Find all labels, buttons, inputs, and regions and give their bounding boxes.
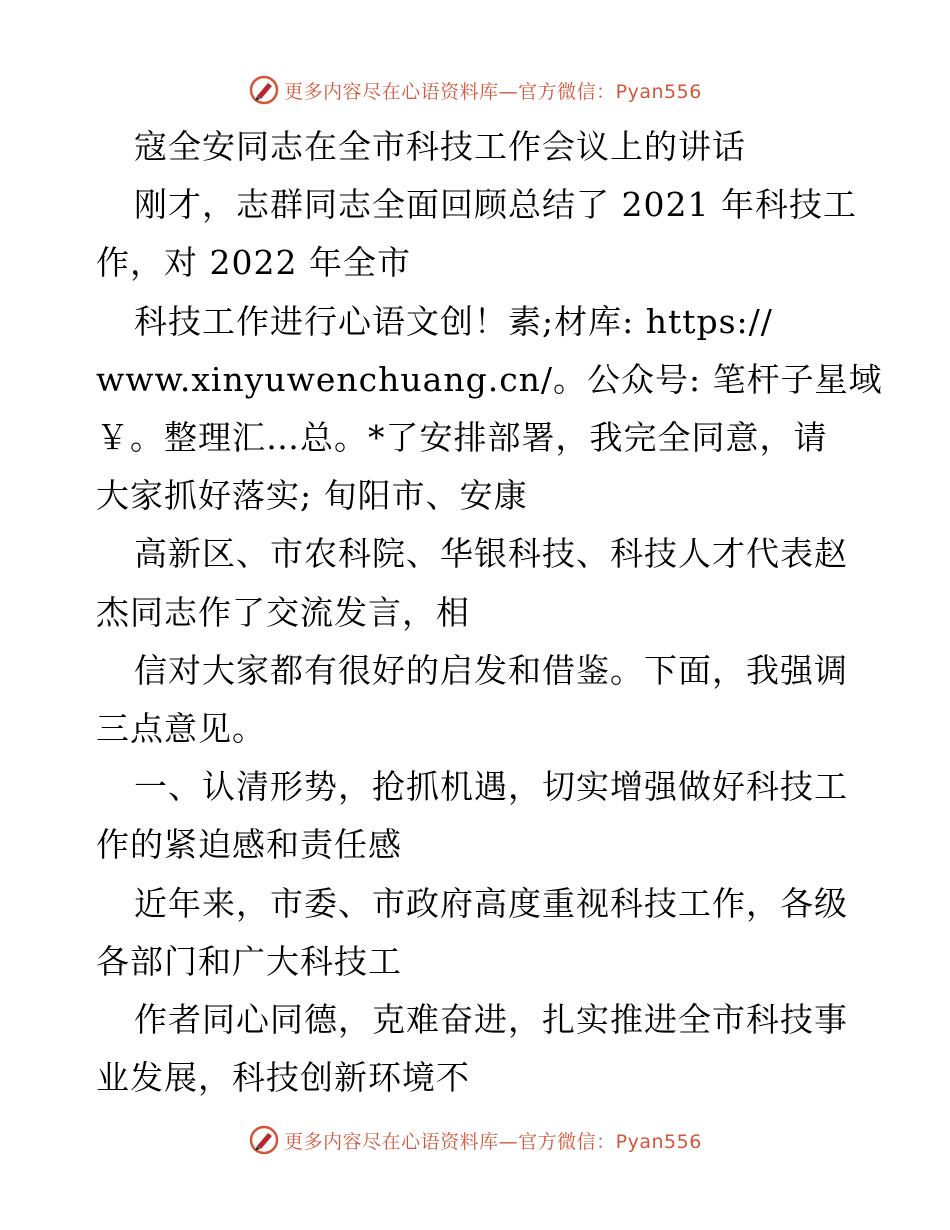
footer-banner: [0, 1120, 950, 1160]
header-banner: [0, 70, 950, 110]
section-heading: 一、认清形势，抢抓机遇，切实增强做好科技工: [134, 767, 848, 807]
text-line: 科技工作进行心语文创！素;材库: https://: [134, 301, 773, 341]
text-line: 业发展，科技创新环境不: [96, 1058, 470, 1098]
pen-logo-icon: [248, 1124, 280, 1156]
section-heading: 作的紧迫感和责任感: [96, 825, 402, 865]
pen-logo-icon: [248, 74, 280, 106]
text-line: 刚才，志群同志全面回顾总结了 2021 年科技工: [134, 185, 857, 225]
text-line: 近年来，市委、市政府高度重视科技工作，各级: [134, 883, 848, 923]
text-line: 高新区、市农科院、华银科技、科技人才代表赵: [134, 534, 848, 574]
text-line: 作者同心同德，克难奋进，扎实推进全市科技事: [134, 1000, 848, 1040]
text-line: 杰同志作了交流发言，相: [96, 592, 470, 632]
document-body: [96, 118, 883, 1107]
text-line: ￥。整理汇…总。*了安排部署，我完全同意，请: [96, 418, 828, 458]
text-line: 信对大家都有很好的启发和借鉴。下面，我强调: [134, 650, 848, 690]
text-line: www.xinyuwenchuang.cn/。公众号: 笔杆子星域: [96, 359, 883, 399]
banner-text: 更多内容尽在心语资料库—官方微信：Pyan556: [284, 80, 702, 103]
speech-title: 寇全安同志在全市科技工作会议上的讲话: [134, 127, 746, 166]
text-line: 各部门和广大科技工: [96, 941, 402, 981]
text-line: 作，对 2022 年全市: [96, 243, 411, 283]
text-line: 三点意见。: [96, 709, 266, 749]
banner-text: 更多内容尽在心语资料库—官方微信：Pyan556: [284, 1130, 702, 1153]
text-line: 大家抓好落实; 旬阳市、安康: [96, 476, 528, 516]
